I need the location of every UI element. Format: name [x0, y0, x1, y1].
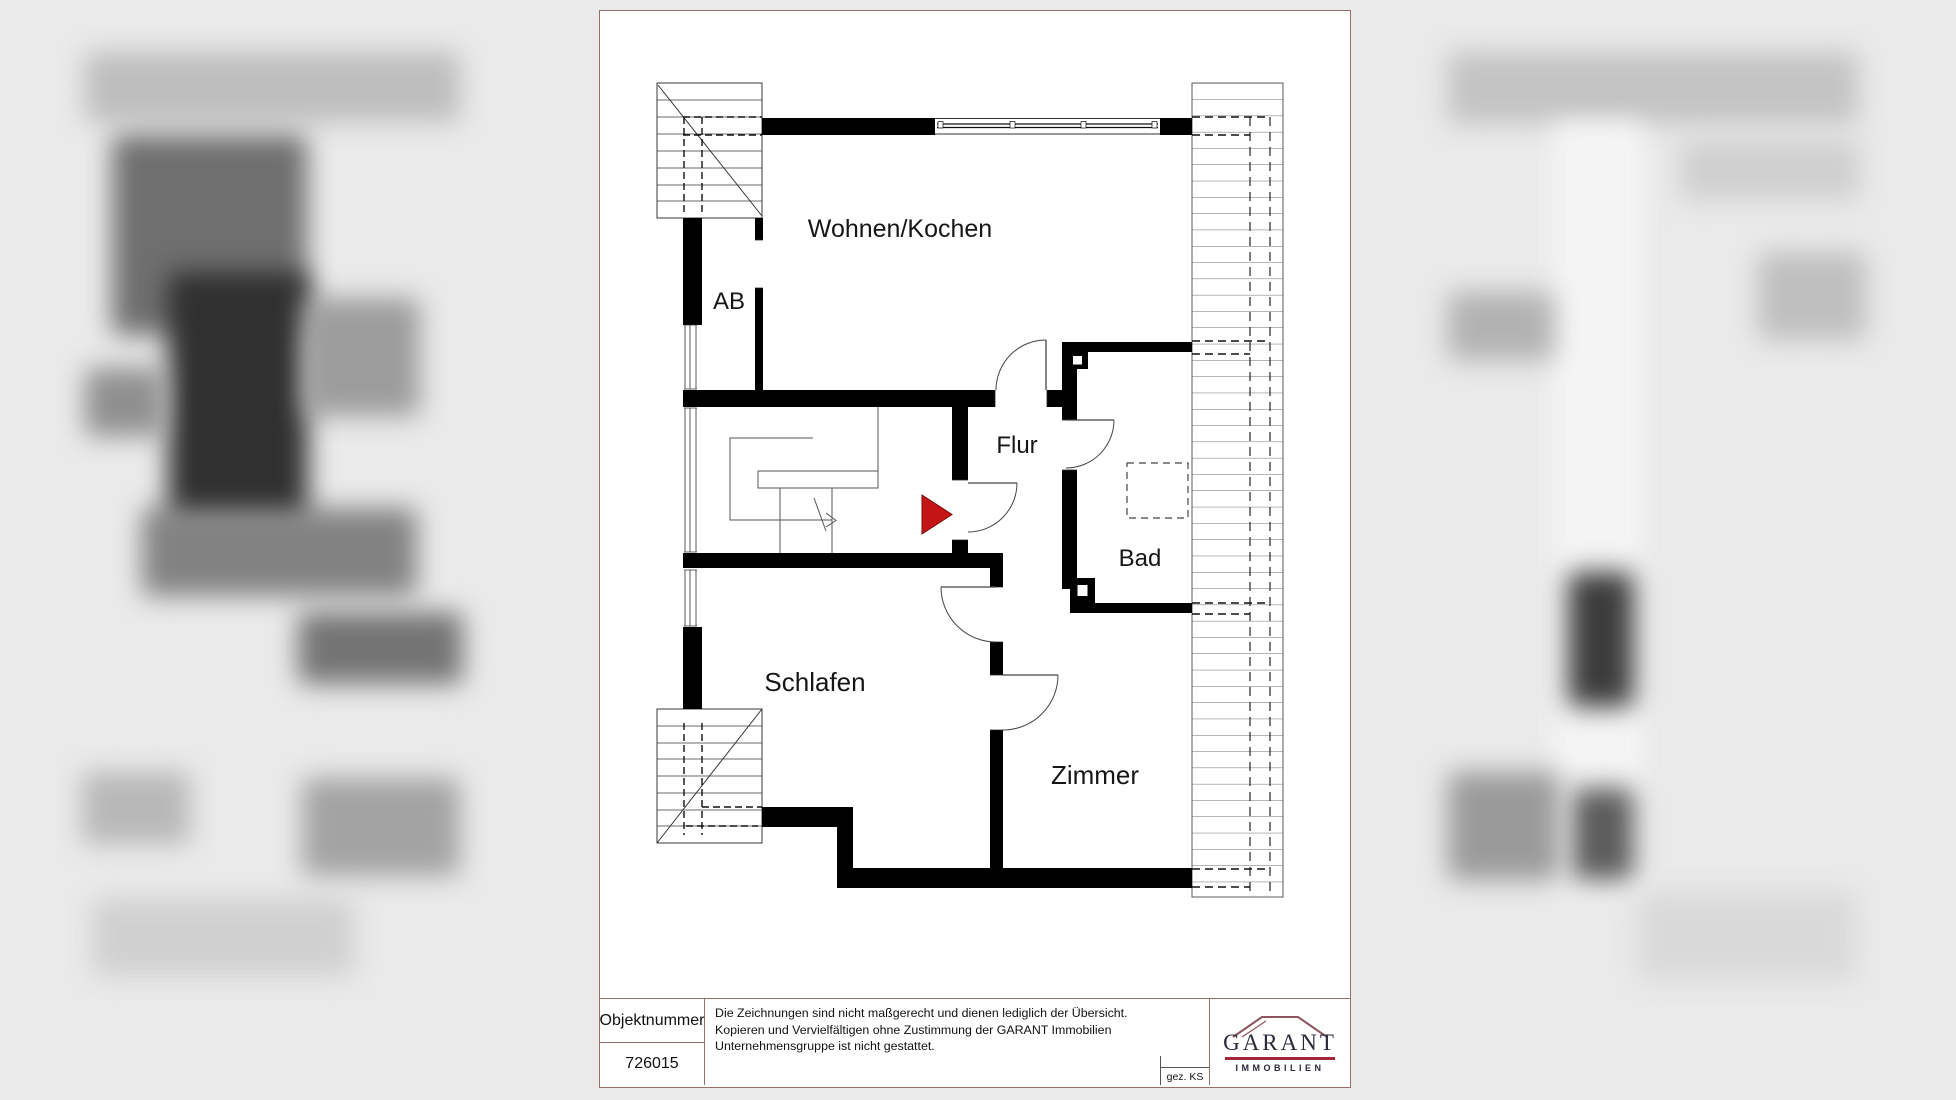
disclaimer-line-2: Kopieren und Vervielfältigen ohne Zustimmung der GARANT Immobilien	[715, 1022, 1112, 1037]
shower-outline	[1127, 463, 1188, 518]
garant-logo	[1223, 1012, 1337, 1073]
object-number-value: 726015	[625, 1055, 679, 1072]
disclaimer-line-3: Unternehmensgruppe ist nicht gestattet.	[715, 1039, 935, 1054]
logo-title: GARANT	[1223, 1029, 1337, 1055]
room-label-bad: Bad	[1118, 545, 1162, 572]
title-block	[600, 998, 1350, 1085]
disclaimer-line-1: Die Zeichnungen sind nicht maßgerecht und dienen lediglich der Übersicht.	[715, 1006, 1128, 1020]
room-label-schlafen: Schlafen	[764, 667, 866, 697]
logo-subtitle: IMMOBILIEN	[1235, 1062, 1325, 1073]
door-schlafen-arc	[941, 587, 996, 642]
drawn-by-box	[1160, 1067, 1209, 1085]
roof-edge-strip	[1192, 83, 1283, 897]
interior-stairs	[730, 407, 878, 553]
disclaimer-text	[715, 1005, 1199, 1055]
room-label-flur: Flur	[996, 432, 1038, 459]
stairwell-top	[657, 83, 762, 218]
drawn-by-text: gez. KS	[1166, 1070, 1204, 1083]
floorplan-drawing	[600, 11, 1350, 998]
entrance-arrow-icon	[922, 495, 952, 534]
room-label-zimmer: Zimmer	[1050, 760, 1140, 790]
room-label-wohnen-kochen: Wohnen/Kochen	[807, 215, 993, 243]
logo-rule	[1225, 1057, 1335, 1060]
logo-cell	[1210, 999, 1350, 1085]
object-number-cell	[600, 999, 705, 1085]
stairwell-bottom	[657, 709, 762, 843]
door-zimmer-arc	[1003, 675, 1058, 730]
door-bad-arc	[1066, 420, 1114, 468]
stair-direction-slash	[814, 498, 826, 531]
door-entrance-arc	[968, 483, 1017, 532]
disclaimer-cell	[705, 999, 1210, 1085]
object-number-label: Objektnummer	[600, 999, 704, 1043]
floorplan-page	[599, 10, 1351, 1088]
room-label-ab: AB	[712, 288, 746, 315]
door-wohnen-arc	[996, 340, 1046, 390]
